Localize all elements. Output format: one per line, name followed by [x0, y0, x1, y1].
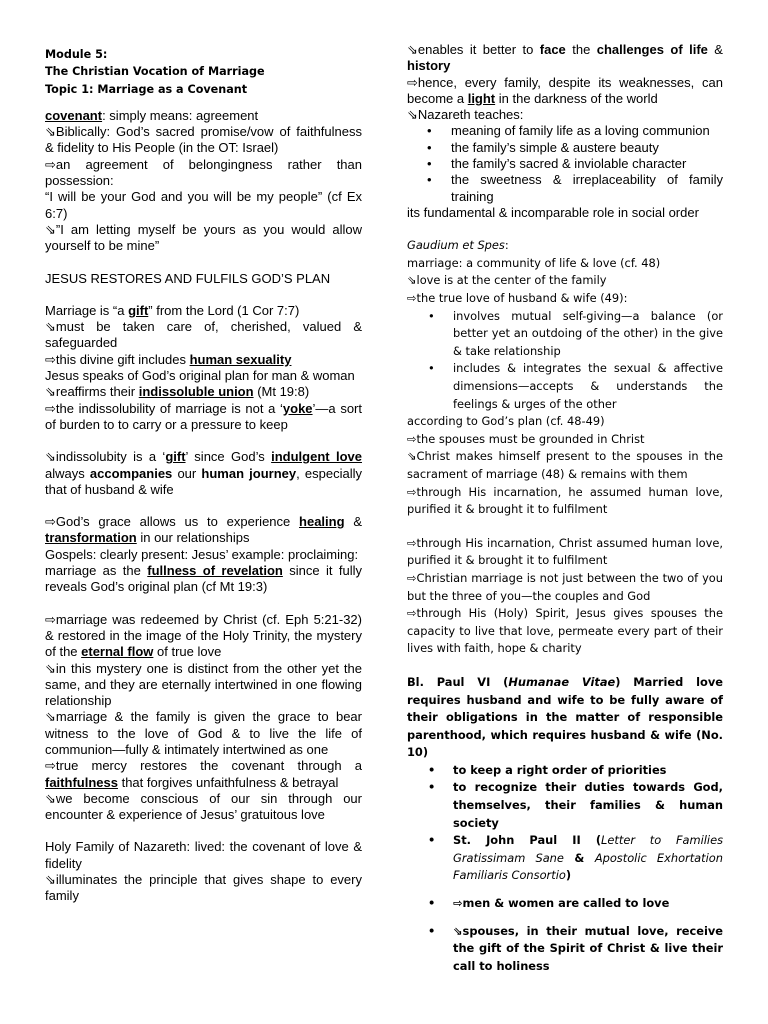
gs-present: ⇘Christ makes himself present to the spouses in the sacrament of marriage (48) & remains with them — [407, 449, 723, 481]
list-item: • ⇘spouses, in their mutual love, receive the gift of the Spirit of Christ & live their call to holiness — [407, 923, 723, 976]
face-challenges-line: ⇘enables it better to face the challenges of life & history — [407, 42, 723, 74]
redeemed-line: ⇨marriage was redeemed by Christ (cf. Eph 5:21-32) & restored in the image of the Holy Trinity, the mystery of the eternal flow of true love — [45, 611, 362, 660]
module-title: The Christian Vocation of Marriage — [45, 65, 265, 79]
covenant-term: covenant — [45, 107, 103, 123]
family-witness-line: ⇘marriage & the family is given the grace to bear witness to the love of God & to live the life of communion—fully & intimately intertwined as one — [45, 709, 362, 757]
right-column — [407, 42, 723, 975]
nazareth-teaches: ⇘Nazareth teaches: — [407, 107, 524, 123]
list-item: • involves mutual self-giving—a balance (or better yet an outdoing of the other) in the give & take relationship — [407, 308, 723, 361]
gs-community: marriage: a community of life & love (cf. 48) — [407, 255, 661, 270]
gs-spirit: ⇨through His (Holy) Spirit, Jesus gives spouses the capacity to live that love, permeate every part of their lives with faith, hope & charity — [407, 606, 723, 656]
module-label: Module 5: — [45, 48, 108, 61]
gospels-line: Gospels: clearly present: Jesus’ example: proclaiming: — [45, 546, 359, 562]
module-header — [45, 46, 362, 98]
gs-incarnation-2: ⇨through His incarnation, Christ assumed human love, purified it & brought it to fulfilment — [407, 535, 723, 568]
conscious-line: ⇘we become conscious of our sin through our encounter & experience of Jesus’ gratuitous love — [45, 790, 362, 823]
list-item: • the family’s sacred & inviolable character — [407, 156, 723, 172]
holy-family-line: Holy Family of Nazareth: lived: the covenant of love & fidelity — [45, 839, 362, 871]
biblical-meaning: ⇘Biblically: God’s sacred promise/vow of faithfulness & fidelity to His People (in the OT: Israel) — [45, 124, 362, 156]
covenant-definition: covenant: simply means: agreement — [45, 107, 259, 123]
list-item: • to recognize their duties towards God, themselves, their families & human society — [407, 779, 723, 832]
indissoluble-line: ⇘reaffirms their indissoluble union (Mt 19:8) — [45, 384, 310, 400]
gs-incarnation-1: ⇨through His incarnation, he assumed human love, purified it & brought it to fulfilment — [407, 484, 723, 517]
original-plan-line: Jesus speaks of God’s original plan for man & woman — [45, 368, 355, 384]
list-item: • ⇨men & women are called to love — [407, 895, 723, 913]
fullness-line: marriage as the fullness of revelation since it fully reveals God’s original plan (cf Mt 19:3) — [45, 563, 362, 595]
gs-grounded: ⇨the spouses must be grounded in Christ — [407, 431, 645, 446]
list-item: • to keep a right order of priorities — [407, 762, 723, 780]
list-item: • the family’s simple & austere beauty — [407, 140, 723, 156]
gs-three: ⇨Christian marriage is not just between the two of you but the three of you—the couples and God — [407, 570, 723, 603]
section-heading: JESUS RESTORES AND FULFILS GOD’S PLAN — [45, 270, 331, 286]
cherished-line: ⇘must be taken care of, cherished, valued & safeguarded — [45, 319, 362, 351]
sexuality-line: ⇨this divine gift includes human sexuality — [45, 351, 292, 367]
list-item: • the sweetness & irreplaceability of family training — [407, 172, 723, 205]
topic-title: Topic 1: Marriage as a Covenant — [45, 82, 248, 96]
gs-heading: Gaudium et Spes: — [407, 238, 509, 253]
grace-line: ⇨God’s grace allows us to experience healing & transformation in our relationships — [45, 514, 362, 546]
social-order-line: its fundamental & incomparable role in social order — [407, 204, 699, 220]
gs-list — [407, 308, 723, 414]
mercy-line: ⇨true mercy restores the covenant through a faithfulness that forgives unfaithfulness & betrayal — [45, 758, 362, 790]
gs-true-love: ⇨the true love of husband & wife (49): — [407, 291, 628, 306]
ex-quote: “I will be your God and you will be my people” (cf Ex 6:7) — [45, 189, 362, 221]
yoke-line: ⇨the indissolubility of marriage is not a ‘yoke’—a sort of burden to to carry or a pressure to keep — [45, 400, 362, 432]
left-column — [45, 46, 362, 905]
hv-list — [407, 762, 723, 885]
letting-quote: ⇘”I am letting myself be yours as you would allow yourself to be mine” — [45, 221, 362, 254]
indissolubility-gift: ⇘indissolubity is a ‘gift’ since God’s indulgent love always accompanies our human journey, especially that of husband & wife — [45, 449, 362, 497]
illuminates-line: ⇘illuminates the principle that gives shape to every family — [45, 872, 362, 904]
list-item: • St. John Paul II (Letter to Families Gratissimam Sane & Apostolic Exhortation Familiaris Consortio) — [407, 832, 723, 885]
list-item: • meaning of family life as a loving communion — [407, 123, 723, 139]
light-line: ⇨hence, every family, despite its weaknesses, can become a light in the darkness of the world — [407, 74, 723, 106]
gs-center: ⇘love is at the center of the family — [407, 273, 607, 288]
gs-plan: according to God’s plan (cf. 48-49) — [407, 414, 605, 429]
gift-line: Marriage is “a gift” from the Lord (1 Cor 7:7) — [45, 302, 300, 318]
list-item: • includes & integrates the sexual & affective dimensions—accepts & understands the feelings & urges of the other — [407, 360, 723, 413]
nazareth-list — [407, 123, 723, 204]
agreement-line: ⇨an agreement of belongingness rather than possession: — [45, 156, 362, 189]
end-list — [407, 895, 723, 975]
mystery-line: ⇘in this mystery one is distinct from the other yet the same, and they are eternally intertwined in one flowing relationship — [45, 660, 362, 709]
humanae-vitae-para: Bl. Paul VI (Humanae Vitae) Married love requires husband and wife to be fully aware of their obligations in the matter of responsible parenthood, which requires husband & wife (No. 10) — [407, 674, 723, 760]
